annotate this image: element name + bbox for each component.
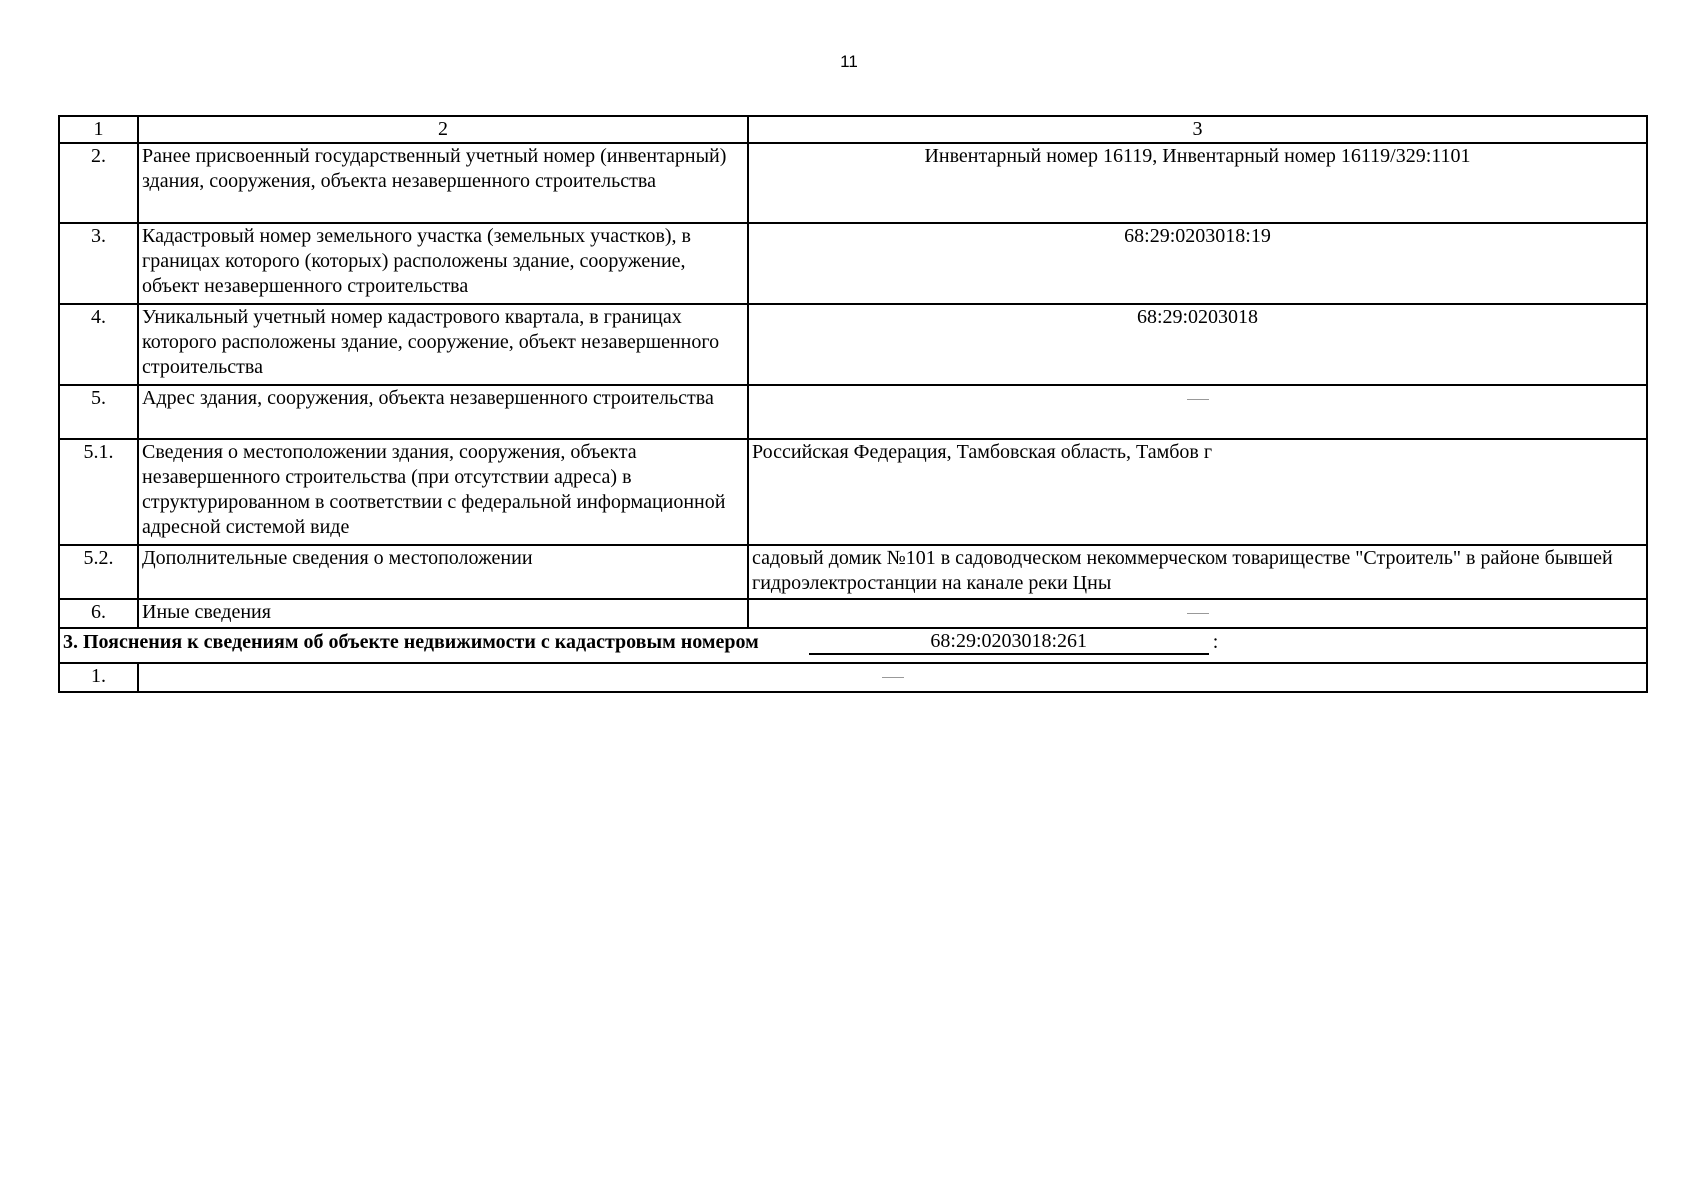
row-value: садовый домик №101 в садоводческом некоммерческом товариществе "Строитель" в районе бывшей гидроэлектростанции на канале реки Цны (748, 545, 1647, 599)
row-label: Уникальный учетный номер кадастрового квартала, в границах которого расположены здание, сооружение, объект незавершенного строительства (138, 304, 748, 385)
row-label: Адрес здания, сооружения, объекта незавершенного строительства (138, 385, 748, 439)
table-row (59, 545, 1647, 599)
row-value: Российская Федерация, Тамбовская область, Тамбов г (748, 439, 1647, 545)
row-value-empty (138, 663, 1647, 692)
row-number: 5.2. (59, 545, 138, 599)
row-value-empty (748, 385, 1647, 439)
row-number: 1. (59, 663, 138, 692)
table-row (59, 143, 1647, 223)
empty-dash (882, 677, 904, 678)
section-header (59, 628, 1647, 663)
row-number: 5. (59, 385, 138, 439)
column-header-1: 1 (59, 116, 138, 143)
row-value: 68:29:0203018 (748, 304, 1647, 385)
empty-dash (1187, 613, 1209, 614)
row-value-empty (748, 599, 1647, 628)
row-number: 2. (59, 143, 138, 223)
row-number: 3. (59, 223, 138, 304)
empty-dash (1187, 399, 1209, 400)
table-row (59, 304, 1647, 385)
table-row (59, 599, 1647, 628)
row-value: Инвентарный номер 16119, Инвентарный номер 16119/329:1101 (748, 143, 1647, 223)
row-number: 4. (59, 304, 138, 385)
row-label: Иные сведения (138, 599, 748, 628)
table-row (59, 439, 1647, 545)
section-colon: : (1212, 630, 1219, 653)
section-cadastral-number: 68:29:0203018:261 (809, 629, 1209, 655)
column-header-3: 3 (748, 116, 1647, 143)
cadastral-info-table (58, 115, 1648, 693)
page-number: 11 (840, 52, 858, 71)
row-label: Кадастровый номер земельного участка (земельных участков), в границах которого (которых) расположены здание, сооружение, объект незавершенного строительства (138, 223, 748, 304)
row-value: 68:29:0203018:19 (748, 223, 1647, 304)
table-header-row (59, 116, 1647, 143)
column-header-2: 2 (138, 116, 748, 143)
row-label: Дополнительные сведения о местоположении (138, 545, 748, 599)
row-number: 5.1. (59, 439, 138, 545)
table-row (59, 385, 1647, 439)
section-title: 3. Пояснения к сведениям об объекте недвижимости с кадастровым номером (63, 630, 759, 653)
table-row (59, 663, 1647, 692)
row-label: Ранее присвоенный государственный учетный номер (инвентарный) здания, сооружения, объекта незавершенного строительства (138, 143, 748, 223)
section-header-row (59, 628, 1647, 663)
row-label: Сведения о местоположении здания, сооружения, объекта незавершенного строительства (при отсутствии адреса) в структурированном в соответствии с федеральной информационной адресной системой виде (138, 439, 748, 545)
row-number: 6. (59, 599, 138, 628)
table-row (59, 223, 1647, 304)
